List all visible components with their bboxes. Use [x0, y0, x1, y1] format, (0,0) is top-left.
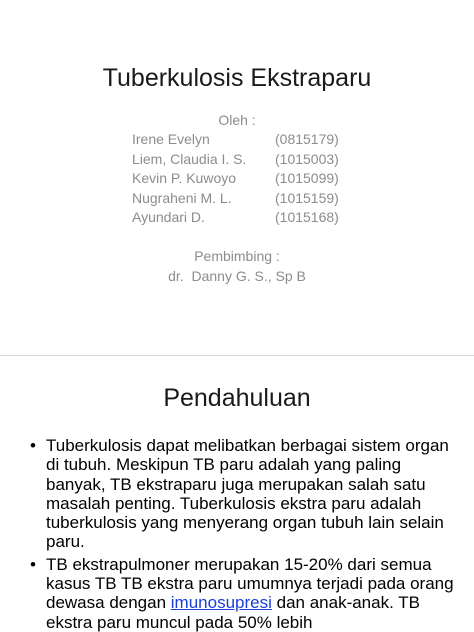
- author-id: (1015159): [275, 189, 339, 206]
- content-slide: [0, 356, 474, 632]
- imunosupresi-link[interactable]: imunosupresi: [170, 593, 272, 613]
- bullet-icon: •: [30, 436, 36, 455]
- author-id: (1015003): [275, 150, 339, 167]
- author-row: [132, 208, 339, 228]
- author-name: Irene Evelyn: [132, 131, 210, 147]
- slide-title: Pendahuluan: [163, 384, 311, 412]
- author-name: Nugraheni M. L.: [132, 189, 232, 206]
- author-id: (0815179): [275, 131, 339, 147]
- author-name: Liem, Claudia I. S.: [132, 150, 247, 167]
- bullet-text: Tuberkulosis dapat melibatkan berbagai sistem organ di tubuh. Meskipun TB paru adalah yang paling banyak, TB ekstraparu juga merupakan salah satu masalah penting. Tuberkulosis ekstra paru adalah tuberkulosis yang menyerang organ tubuh lain selain paru.: [46, 436, 449, 552]
- bullet-item: [30, 436, 460, 552]
- bullet-item: [30, 555, 460, 632]
- supervisor-name: dr. Danny G. S., Sp B: [168, 268, 306, 284]
- bullet-icon: •: [30, 554, 36, 574]
- author-row: [132, 130, 339, 150]
- author-name: Ayundari D.: [132, 209, 205, 225]
- supervisor-label: Pembimbing :: [194, 248, 280, 264]
- author-list: [132, 130, 339, 228]
- author-row: [132, 169, 339, 189]
- by-label: Oleh :: [218, 112, 256, 128]
- author-row: [132, 150, 339, 170]
- bullet-list: [30, 436, 460, 632]
- author-id: (1015099): [275, 170, 339, 186]
- author-row: [132, 189, 339, 209]
- bullet-text-continued: dan anak-anak. TB ekstra paru muncul pada 50% lebih: [46, 593, 420, 632]
- author-id: (1015168): [275, 209, 339, 225]
- bullet-text: TB ekstrapulmoner merupakan 15-20% dari semua kasus TB TB ekstra paru umumnya terjadi pada orang dewasa dengan: [46, 554, 454, 613]
- author-name: Kevin P. Kuwoyo: [132, 170, 237, 186]
- slide-title: Tuberkulosis Ekstraparu: [102, 64, 372, 92]
